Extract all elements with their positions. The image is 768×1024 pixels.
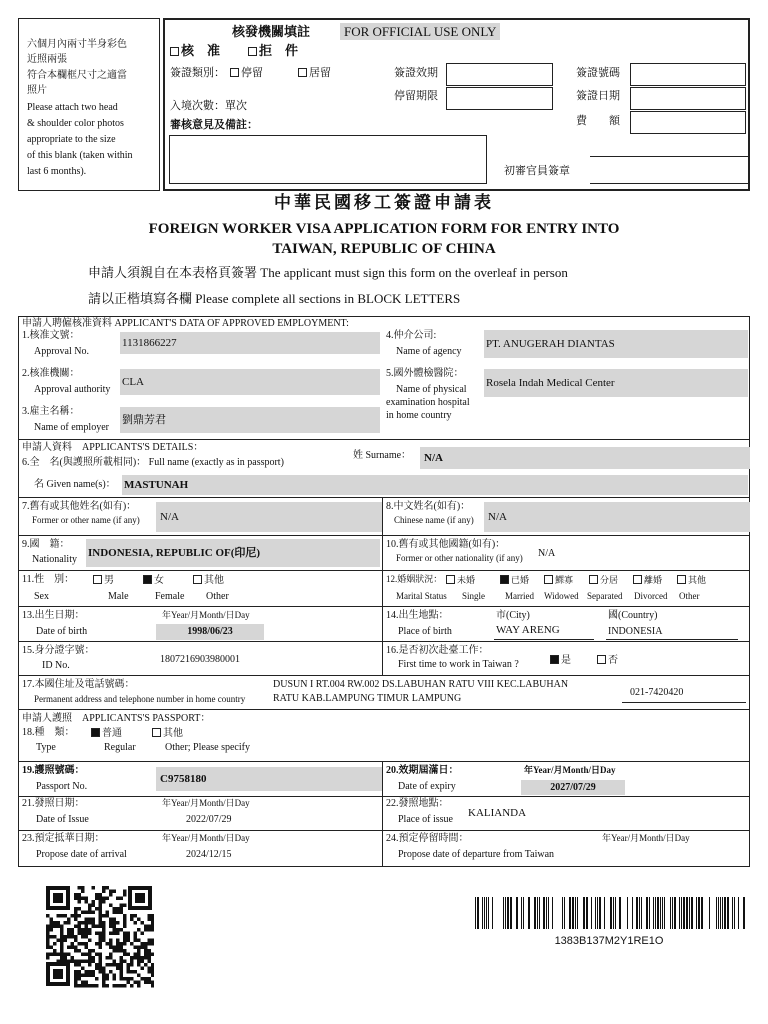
agency-label-en: Name of agency (396, 346, 462, 357)
departure-label-en: Propose date of departure from Taiwan (398, 849, 555, 860)
marital-married-checkbox[interactable]: 已婚 (500, 575, 529, 585)
authority-label-en: Approval authority (34, 384, 111, 395)
other-nationality-label-en: Former or other nationality (if any) (396, 553, 523, 563)
marital-other-label: Other (679, 591, 700, 601)
marital-divorced-label: Divorced (634, 591, 668, 601)
officer-sign-label: 初審官員簽章 (504, 165, 570, 177)
marital-separated-label: Separated (587, 591, 623, 601)
pob-city-value[interactable]: WAY ARENG (496, 624, 560, 636)
employer-value[interactable]: 劉鼎芳君 (120, 407, 380, 433)
dob-value[interactable]: 1998/06/23 (156, 624, 264, 640)
col-divider-15-16 (382, 641, 383, 675)
first-time-no-checkbox[interactable]: 否 (597, 655, 618, 666)
former-name-value[interactable]: N/A (156, 502, 382, 532)
phone-value[interactable]: 021-7420420 (630, 687, 684, 698)
divider-15-16 (18, 675, 750, 676)
passport-regular-checkbox[interactable]: 普通 (91, 728, 122, 739)
photo-note-en-1: Please attach two head (27, 102, 118, 113)
departure-label-zh: 24.預定停留時間： (386, 833, 469, 844)
col-divider-passport (382, 761, 383, 867)
chinese-name-label-zh: 8.中文姓名(如有)： (386, 501, 471, 512)
first-time-label-zh: 16.是否初次赴臺工作： (386, 645, 489, 656)
address-label-en: Permanent address and telephone number in home country (34, 694, 246, 704)
remarks-label: 審核意見及備註： (170, 119, 258, 131)
visa-validity-field[interactable] (446, 63, 553, 86)
sign-note: 申請人須親自在本表格頁簽署 The applicant must sign this form on the overleaf in person (88, 265, 568, 280)
passport-regular-label: Regular (104, 742, 136, 753)
divider-11-12 (18, 606, 750, 607)
expiry-label-en: Date of expiry (398, 781, 456, 792)
hospital-label-en-3: in home country (386, 410, 452, 421)
block-letters-note: 請以正楷填寫各欄 Please complete all sections in BLOCK LETTERS (88, 291, 461, 306)
employer-label-zh: 3.雇主名稱： (22, 406, 80, 417)
other-nationality-value[interactable]: N/A (538, 548, 556, 559)
hospital-value[interactable]: Rosela Indah Medical Center (484, 369, 748, 397)
id-value[interactable]: 1807216903980001 (160, 654, 240, 665)
barcode-icon (470, 897, 748, 929)
fee-label: 費 額 (576, 115, 620, 127)
expiry-label-zh: 20.效期屆滿日： (386, 765, 459, 776)
photo-note-en-3: appropriate to the size (27, 134, 116, 145)
issue-date-value[interactable]: 2022/07/29 (186, 814, 232, 825)
nationality-label-en: Nationality (32, 554, 77, 565)
pob-city-underline (494, 639, 594, 640)
authority-value[interactable]: CLA (120, 369, 380, 395)
marital-widowed-checkbox[interactable]: 鰥寡 (544, 575, 573, 585)
phone-underline (622, 702, 746, 703)
fee-field[interactable] (630, 111, 746, 134)
passport-type-label-zh: 18.種 類： (22, 727, 75, 738)
marital-single-label: Single (462, 591, 486, 601)
agency-label-zh: 4.仲介公司: (386, 330, 437, 341)
qr-code-icon (44, 884, 154, 988)
fullname-label: 6.全 名(與護照所載相同)： Full name (exactly as in passport) (22, 457, 284, 468)
given-name-value[interactable]: MASTUNAH (122, 475, 748, 495)
employer-label-en: Name of employer (34, 422, 109, 433)
photo-note-zh-3: 符合本欄框尺寸之適當 (27, 70, 127, 81)
passport-other-label: Other; Please specify (165, 742, 250, 753)
visa-number-field[interactable] (630, 63, 746, 86)
approval-no-value[interactable]: 1131866227 (120, 332, 380, 354)
issue-place-label-zh: 22.發照地點： (386, 798, 449, 809)
remarks-field[interactable] (169, 135, 487, 184)
pob-country-value[interactable]: INDONESIA (608, 626, 663, 637)
entries-label: 入境次數：單次 (170, 100, 247, 112)
pob-label-zh: 14.出生地點： (386, 610, 449, 621)
divider-passport-type (18, 761, 750, 762)
passport-section-title: 申請人護照 APPLICANTS'S PASSPORT： (22, 713, 211, 724)
duration-stay-label: 停留期限 (394, 90, 438, 102)
dob-label-en: Date of birth (36, 626, 88, 637)
divider-employment (18, 439, 750, 440)
sex-male-label: Male (108, 591, 129, 602)
marital-other-checkbox[interactable]: 其他 (677, 575, 706, 585)
marital-label-zh: 12.婚姻狀況： (386, 574, 443, 584)
photo-note-en-5: last 6 months). (27, 166, 87, 177)
marital-married-label: Married (505, 591, 534, 601)
pob-country-label: 國(Country) (608, 610, 658, 621)
hospital-label-en-2: examination hospital (386, 397, 470, 408)
first-time-label-en: First time to work in Taiwan ? (398, 659, 519, 670)
officer-sign-line (590, 156, 748, 157)
marital-widowed-label: Widowed (544, 591, 579, 601)
other-nationality-label-zh: 10.舊有或其他國籍(如有)： (386, 539, 506, 550)
nationality-value[interactable]: INDONESIA, REPUBLIC OF(印尼) (86, 539, 380, 567)
sex-other-label: Other (206, 591, 229, 602)
form-title-zh: 中華民國移工簽證申請表 (274, 193, 494, 212)
visa-date-field[interactable] (630, 87, 746, 110)
visa-date-label: 簽證日期 (576, 90, 620, 102)
visa-type-stay[interactable]: 停留 (230, 68, 263, 79)
dob-format: 年Year/月Month/日Day (162, 610, 250, 620)
divider-13-14 (18, 641, 750, 642)
former-name-label-zh: 7.舊有或其他姓名(如有)： (22, 501, 137, 512)
chinese-name-label-en: Chinese name (if any) (394, 515, 474, 525)
official-title-zh: 核發機關填註 (232, 24, 311, 39)
divider-name (18, 497, 750, 498)
arrival-format: 年Year/月Month/日Day (162, 833, 250, 843)
details-section-title: 申請人資料 APPLICANTS'S DETAILS： (22, 442, 204, 453)
duration-stay-field[interactable] (446, 87, 553, 110)
first-time-yes-checkbox[interactable]: 是 (550, 655, 571, 666)
departure-format: 年Year/月Month/日Day (602, 833, 690, 843)
barcode-text: 1383B137M2Y1RE1O (554, 935, 664, 947)
sex-label-en: Sex (34, 591, 49, 602)
hospital-label-zh: 5.國外體檢醫院： (386, 368, 464, 379)
arrival-value[interactable]: 2024/12/15 (186, 849, 232, 860)
approval-no-label-zh: 1.核准文號： (22, 330, 80, 341)
hospital-label-en-1: Name of physical (396, 384, 467, 395)
divider-7-8 (18, 535, 750, 536)
visa-type-label: 簽證類別： (170, 67, 225, 79)
sex-female-checkbox[interactable]: 女 (143, 575, 164, 586)
divider-9-10 (18, 570, 750, 571)
issue-place-label-en: Place of issue (398, 814, 453, 825)
pob-label-en: Place of birth (398, 626, 452, 637)
id-label-zh: 15.身分證字號： (22, 645, 95, 656)
issue-place-value[interactable]: KALIANDA (468, 807, 527, 819)
photo-note-en-2: & shoulder color photos (27, 118, 124, 129)
agency-value[interactable]: PT. ANUGERAH DIANTAS (484, 330, 748, 358)
visa-type-reside[interactable]: 居留 (298, 68, 331, 79)
employment-section-title: 申請人聘僱核准資料 APPLICANT'S DATA OF APPROVED EMPLOYMENT: (22, 318, 349, 329)
former-name-label-en: Former or other name (if any) (32, 515, 140, 525)
col-divider-7-8 (382, 497, 383, 641)
authority-label-zh: 2.核准機關： (22, 368, 80, 379)
surname-value[interactable]: N/A (420, 447, 750, 469)
id-label-en: ID No. (42, 660, 70, 671)
issue-date-label-zh: 21.發照日期： (22, 798, 85, 809)
marital-single-checkbox[interactable]: 未婚 (446, 575, 475, 585)
form-title-en-1: FOREIGN WORKER VISA APPLICATION FORM FOR ENTRY INTO (148, 221, 620, 237)
given-name-label: 名 Given name(s)： (34, 479, 116, 490)
arrival-label-en: Propose date of arrival (36, 849, 127, 860)
passport-other-checkbox[interactable]: 其他 (152, 728, 183, 739)
divider-19-20 (18, 796, 750, 797)
visa-number-label: 簽證號碼 (576, 67, 620, 79)
passport-no-value[interactable]: C9758180 (156, 767, 382, 791)
issue-date-label-en: Date of Issue (36, 814, 89, 825)
dob-label-zh: 13.出生日期： (22, 610, 85, 621)
chinese-name-value[interactable]: N/A (484, 502, 750, 532)
passport-no-label-en: Passport No. (36, 781, 88, 792)
official-title-en: FOR OFFICIAL USE ONLY (340, 23, 500, 40)
photo-note-en-4: of this blank (taken within (27, 150, 133, 161)
photo-note-zh-1: 六個月內兩寸半身彩色 (27, 39, 127, 50)
expiry-value[interactable]: 2027/07/29 (521, 780, 625, 795)
address-line-1[interactable]: DUSUN I RT.004 RW.002 DS.LABUHAN RATU VIII KEC.LABUHAN (273, 679, 569, 690)
officer-sign-line-2 (590, 183, 748, 184)
photo-note-zh-2: 近照兩張 (27, 54, 67, 65)
sex-other-checkbox[interactable]: 其他 (193, 575, 224, 586)
pob-country-underline (606, 639, 738, 640)
sex-label-zh: 11.性 別： (22, 574, 75, 585)
form-title-en-2: TAIWAN, REPUBLIC OF CHINA (272, 241, 496, 257)
visa-validity-label: 簽證效期 (394, 67, 438, 79)
sex-male-checkbox[interactable]: 男 (93, 575, 114, 586)
arrival-label-zh: 23.預定抵華日期： (22, 833, 105, 844)
marital-separated-checkbox[interactable]: 分居 (589, 575, 618, 585)
sex-female-label: Female (155, 591, 185, 602)
expiry-format: 年Year/月Month/日Day (524, 765, 616, 775)
issue-date-format: 年Year/月Month/日Day (162, 798, 250, 808)
approve-checkbox[interactable]: 核 准 (170, 44, 220, 57)
surname-label: 姓 Surname： (353, 450, 412, 461)
divider-address (18, 709, 750, 710)
nationality-label-zh: 9.國 籍： (22, 539, 70, 550)
divider-21-22 (18, 830, 750, 831)
approval-no-label-en: Approval No. (34, 346, 89, 357)
address-line-2[interactable]: RATU KAB.LAMPUNG TIMUR LAMPUNG (273, 693, 462, 704)
passport-type-label-en: Type (36, 742, 56, 753)
marital-divorced-checkbox[interactable]: 離婚 (633, 575, 662, 585)
passport-no-label-zh: 19.護照號碼： (22, 765, 85, 776)
photo-note-zh-4: 照片 (27, 85, 47, 96)
address-label-zh: 17.本國住址及電話號碼： (22, 679, 135, 690)
reject-checkbox[interactable]: 拒 件 (248, 44, 298, 57)
pob-city-label: 市(City) (496, 610, 530, 621)
marital-label-en: Marital Status (396, 591, 447, 601)
